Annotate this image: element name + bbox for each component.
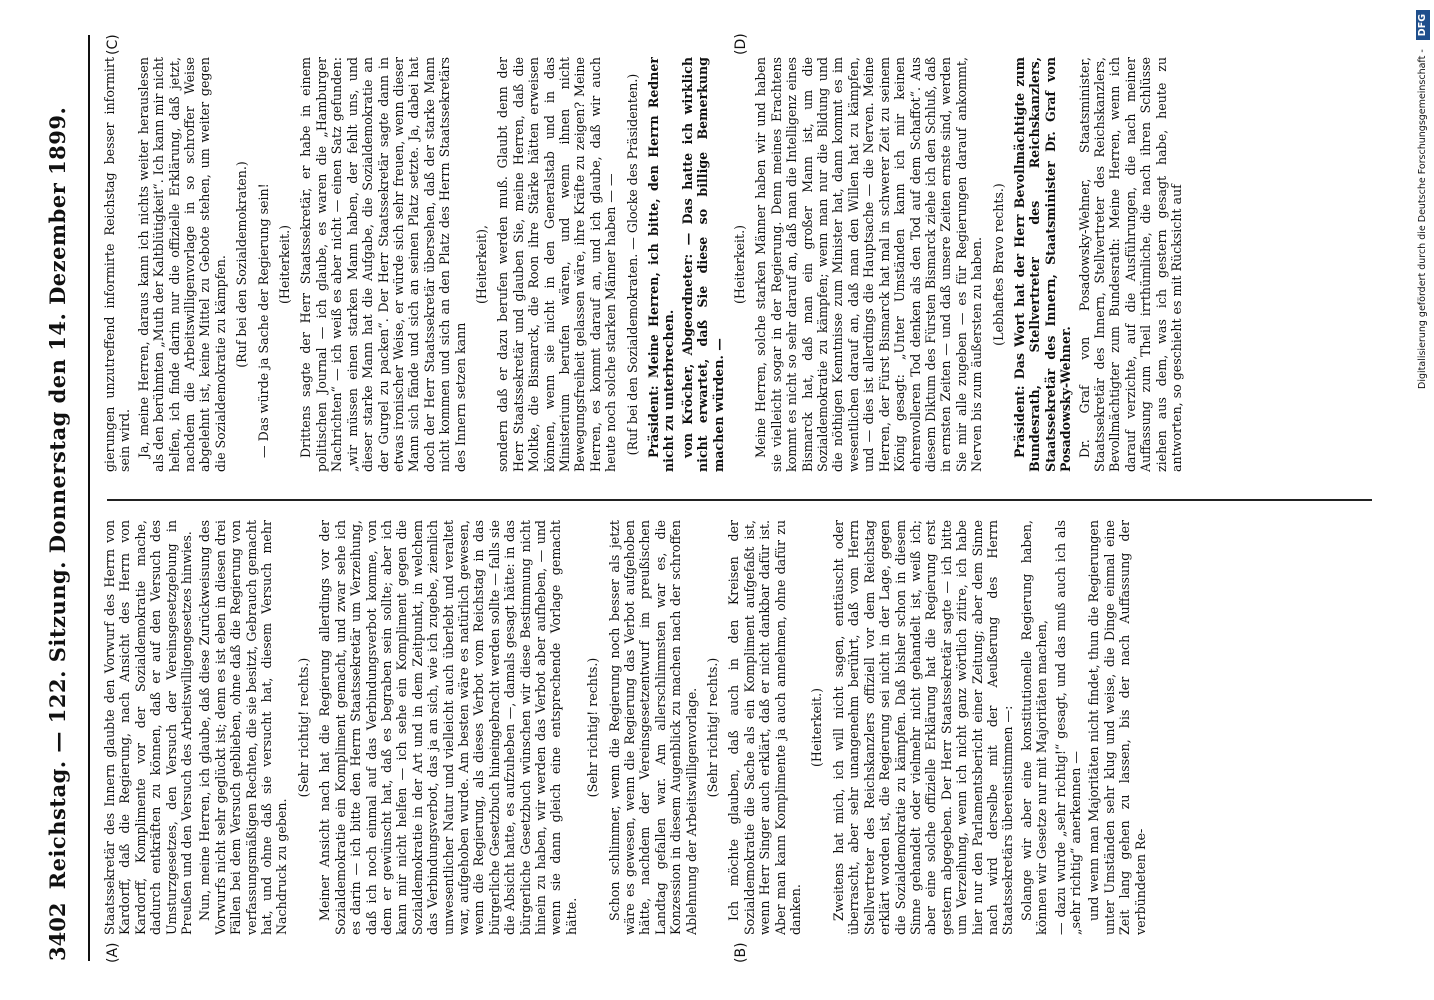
interjection: (Ruf bei den Sozialdemokraten.) (234, 161, 250, 368)
interjection: (Heiterkeit), (473, 225, 489, 304)
speaker-paragraph: Präsident: Meine Herren, ich bitte, den Herrn Redner nicht zu unterbrechen. (646, 57, 677, 472)
speaker-paragraph: Präsident: Das Wort hat der Herr Bevollmächtigte zum Bundesrath, Stellvertreter des Reichskanzlers, Staatssekretär des Innern, Staatsminister Dr. Graf von Posadowsky-Wehner. (1011, 57, 1074, 472)
quote: Solange wir aber eine konstitutionelle Regierung haben, können wir Gesetze nur mit Majoritäten machen, (1018, 520, 1050, 935)
interjection: (Heiterkeit.) (732, 225, 748, 304)
dfg-logo: DFG (1416, 10, 1430, 40)
credit-text: Digitalisierung gefördert durch die Deutsche Forschungsgemeinschaft - (1417, 49, 1428, 389)
right-column (102, 57, 1382, 472)
paragraph: sondern daß er dazu berufen werden muß. Glaubt denn der Herr Staatssekretär und glauben Sie, meine Herren, daß die Moltke, die Bismarck, die Roon ihre Stärke hätten erweisen können, wenn sie nicht in den Generalstab und in das Ministerium berufen wären, und wenn ihnen nicht Bewegungsfreiheit gelassen wäre, ihre Kräfte zu zeigen? Meine Herren, es kommt darauf an, und ich glaube, daß wir auch heute noch solche starken Männer haben — — (495, 57, 619, 472)
paragraph: — Das würde ja Sache der Regierung sein! (255, 183, 271, 458)
page-header (42, 35, 90, 961)
paragraph: Zweitens hat mich, ich will nicht sagen, enttäuscht oder überrascht, aber sehr unangenehm berührt, daß vom Herrn Stellvertreter des Reichskanzlers offiziell vor dem Reichstag erklärt worden ist, die Regierung sei nicht in der Lage, gegen die Sozialdemokratie zu kämpfen. Daß bisher schon in diesem Sinne gehandelt oder vielmehr nicht gehandelt ist, weiß ich; aber eine solche offizielle Erklärung hat die Regierung erst gestern abgegeben. Der Herr Staatssekretär sagte — ich bitte um Verzeihung, wenn ich nicht ganz wörtlich zitire, ich habe hier nur den Parlamentsbericht einer Zeitung; aber dem Sinne nach wird derselbe mit der Aeußerung des Herrn Staatssekretärs übereinstimmen —: (830, 520, 1016, 935)
margin-marker-d: (D) (733, 33, 749, 55)
speaker-paragraph: von Kröcher, Abgeordneter: — Das hatte ich wirklich nicht erwartet, daß Sie diese so billige Bemerkung machen würden. — (679, 57, 726, 472)
page-title: Reichstag. — 122. Sitzung. Donnerstag den 14. Dezember 1899. (45, 106, 70, 890)
paragraph: gierungen unzutreffend informirte Reichstag besser informirt sein wird. (102, 57, 133, 472)
paragraph: Ja, meine Herren, daraus kann ich nichts weiter herauslesen als den berühmten „Muth der Kaltblütigkeit“. Ich kann mir nicht helfen, ich finde darin nur die offizielle Erklärung, daß jetzt, nachdem die Arbeitswilligenvorlage in so schroffer Weise abgelehnt ist, keine Mittel zu Gebote stehen, um weiter gegen die Sozialdemokratie zu kämpfen. (135, 57, 228, 472)
quote: und wenn man Majoritäten nicht findet, thun die Regierungen unter Umständen sehr klug und weise, die Dinge einmal eine Zeit lang gehen zu lassen, bis der nach Auffassung der verbündeten Re- (1086, 520, 1148, 935)
speaker-paragraph: Dr. Graf von Posadowsky-Wehner, Staatsminister, Staatssekretär des Innern, Stellvertreter des Reichskanzlers, Bevollmächtigter zum Bundesrath: Meine Herren, wenn ich darauf verzichte, auf die Ausführungen, die nach meiner Auffassung zum Theil irrthümliche, die nach ihren Schlüsse ziehen aus dem, was ich gestern gesagt habe, heute zu antworten, so geschieht es mit Rücksicht auf (1076, 57, 1184, 472)
interjection: (Heiterkeit.) (277, 225, 293, 304)
paragraph: Schon schlimmer, wenn die Regierung noch besser als jetzt wäre es gewesen, wenn die Regierung das Verbot aufgehoben hätte, nachdem der Vereinsgesetzentwurf im preußischen Landtag gefallen war. Am allerschlimmsten war es, die Konzession in diesem Augenblick zu machen nach der schroffen Ablehnung der Arbeitswilligenvorlage. (606, 520, 699, 935)
page-number: 3402 (45, 902, 70, 961)
paragraph: Staatssekretär des Innern glaubte den Vorwurf des Herrn von Kardorff, daß die Regierung, nach Ansicht des Herrn von Kardorff, Komplimente vor der Sozialdemokratie mache, dadurch entkräften zu können, daß er auf den Versuch des Umsturzgesetzes, den Versuch der Vereinsgesetzgebung in Preußen und den Versuch des Arbeitswilligengesetzes hinwies. (102, 520, 195, 935)
paragraph: — dazu wurde „sehr richtig!“ gesagt, und das muß auch ich als „sehr richtig“ anerkennen — (1052, 520, 1083, 935)
rotated-page (12, 5, 1412, 995)
paragraph: Drittens sagte der Herr Staatssekretär, er habe in einem politischen Journal — ich glaube, es waren die „Hamburger Nachrichten“ — ich weiß es aber nicht — einen Satz gefunden: „wir müssen einen starken Mann haben, der fehlt uns, und dieser starke Mann hat die Aufgabe, die Sozialdemokratie an der Gurgel zu packen“. Der Herr Staatssekretär sagte dann in etwas ironischer Weise, er würde sich sehr freuen, wenn dieser Mann sich fände und sich an seinen Platz setzte. Ja, dabei hat doch der Herr Staatssekretär übersehen, daß der starke Mann nicht kommen und sich an den Platz des Herrn Staatssekretärs des Innern setzen kann (298, 57, 468, 472)
paragraph: Ich möchte glauben, daß auch in den Kreisen der Sozialdemokratie die Sache als ein Kompliment aufgefaßt ist, wenn Herr Singer auch erklärt, daß er nicht dankbar dafür ist. Aber man kann Komplimente ja auch annehmen, ohne dafür zu danken. (726, 520, 804, 935)
margin-marker-b: (B) (733, 942, 749, 963)
interjection: (Sehr richtig! rechts.) (705, 657, 721, 798)
paragraph: Meine Herren, solche starken Männer haben wir und haben sie vielleicht sogar in der Regierung. Denn meines Erachtens kommt es nicht so sehr darauf an, daß man die Intelligenz eines Bismarck hat, daß man ein großer Mann ist, um die Sozialdemokratie zu kämpfen; wenn man nur die Bildung und die nöthigen Kenntnisse zum Minister hat, dann kommt es im wesentlichen darauf an, daß man den Willen hat zu kämpfen, und — dies ist allerdings die Hauptsache — die Nerven. Meine Herren, der Fürst Bismarck hat mal in schwerer Zeit zu seinem König gesagt: „Unter Umständen kann ich mir keinen ehrenvolleren Tod denken als den Tod auf dem Schaffot“. Aus diesem Diktum des Fürsten Bismarck ziehe ich den Schluß, daß in ernsten Zeiten — und daß unsere Zeiten ernste sind, werden Sie mir alle zugeben — es für Regierungen darauf ankommt, Nerven bis zum äußersten zu haben. (753, 57, 985, 472)
digitization-credit (1416, 10, 1430, 990)
left-column (102, 520, 1382, 935)
interjection: (Sehr richtig! rechts.) (585, 657, 601, 798)
column-divider (107, 500, 1372, 502)
interjection: (Lebhaftes Bravo rechts.) (990, 183, 1006, 346)
interjection: (Heiterkeit.) (809, 688, 825, 767)
interjection: (Sehr richtig! rechts.) (295, 657, 311, 798)
interjection: (Ruf bei den Sozialdemokraten. — Glocke des Präsidenten.) (624, 73, 640, 456)
paragraph: Meiner Ansicht nach hat die Regierung allerdings vor der Sozialdemokratie ein Kompliment gemacht, und zwar sehe ich es darin — ich bitte den Herrn Staatssekretär um Verzeihung, daß ich noch einmal auf das Verbindungsverbot komme, von dem er gewünscht hat, daß es begraben sein sollte; aber ich kann mir nicht helfen — ich sehe ein Kompliment gegen die Sozialdemokratie in der Art und in dem Zeitpunkt, in welchem das Verbindungsverbot, das ja an sich, wie ich zugebe, ziemlich unwesentlicher Natur und vielleicht auch überlebt und veraltet war, aufgehoben wurde. Am besten wäre es natürlich gewesen, wenn die Regierung, als dieses Verbot vom Reichstag in das bürgerliche Gesetzbuch hineingebracht werden sollte — falls sie die Absicht hatte, es aufzuheben —, damals gesagt hätte: in das bürgerliche Gesetzbuch wünschen wir diese Bestimmung nicht hinein zu haben, wir werden das Verbot aber aufheben, — und wenn sie dann gleich eine entsprechende Vorlage gemacht hätte. (317, 520, 579, 935)
margin-marker-c: (C) (105, 34, 121, 55)
margin-marker-a: (A) (105, 942, 121, 963)
paragraph: Nun, meine Herren, ich glaube, daß diese Zurückweisung des Vorwurfs nicht sehr geglückt ist; denn es ist eben in diesen drei Fällen bei dem Versuch geblieben, ohne daß die Regierung von verfassungsmäßigen Rechten, die sie besitzt, Gebrauch gemacht hat, und ohne daß sie versucht hat, diesem Versuch mehr Nachdruck zu geben. (197, 520, 290, 935)
